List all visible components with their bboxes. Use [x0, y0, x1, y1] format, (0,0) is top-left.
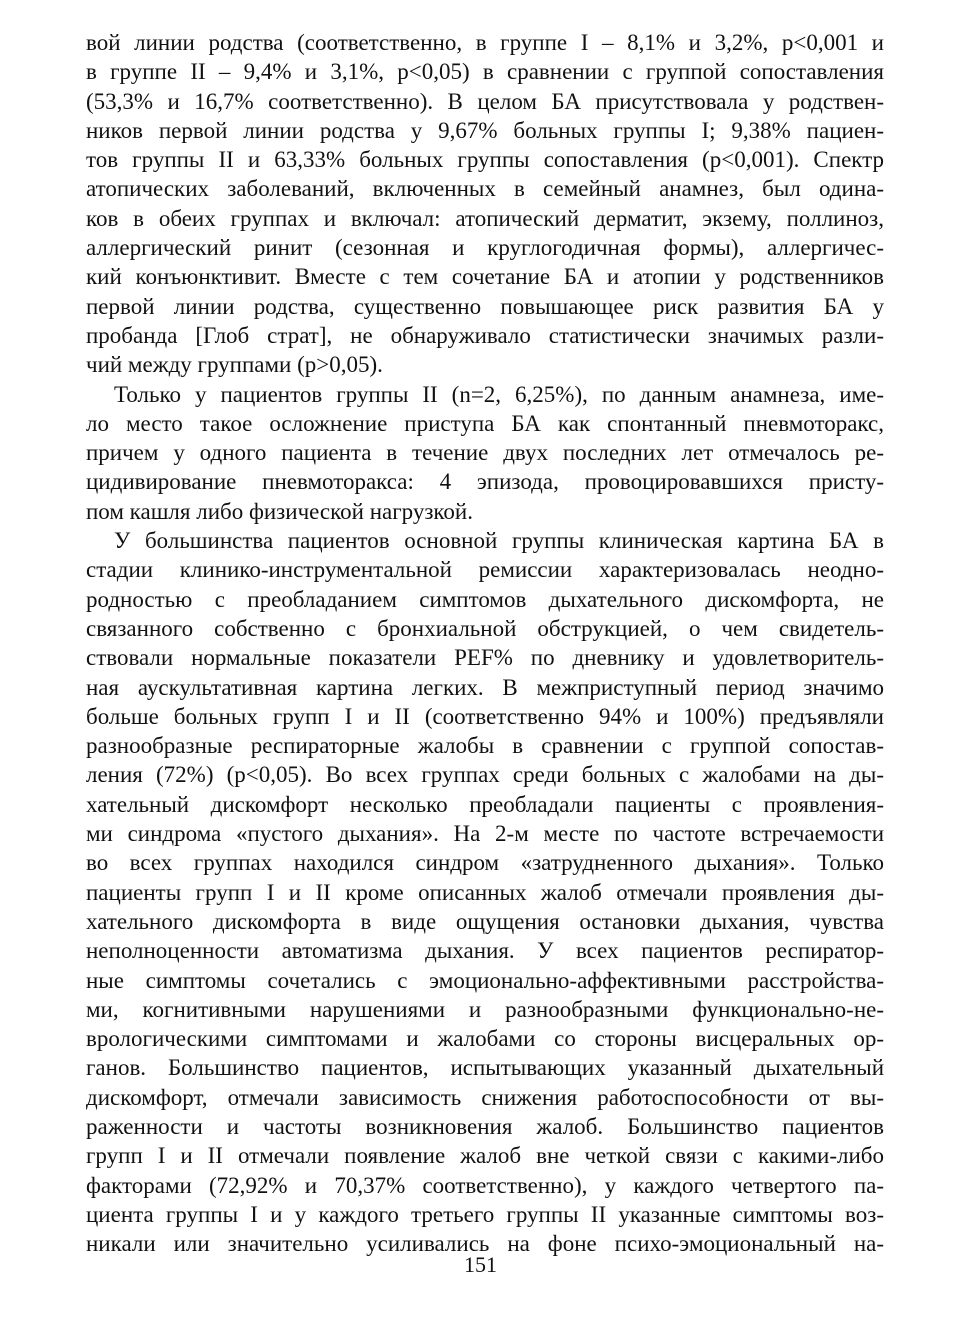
text-line: первой линии родства, существенно повышающее риск развития БА у — [86, 293, 884, 319]
text-line: неполноценности автоматизма дыхания. У всех пациентов респиратор- — [86, 938, 884, 964]
text-line: групп I и II отмечали появление жалоб вне четкой связи с какими-либо — [86, 1143, 884, 1169]
text-line: хательного дискомфорта в виде ощущения остановки дыхания, чувства — [86, 908, 884, 934]
text-line: ная аускультативная картина легких. В межприступный период значимо — [86, 674, 884, 700]
text-line: ления (72%) (p<0,05). Во всех группах среди больных с жалобами на ды- — [86, 762, 884, 788]
text-line: ные симптомы сочетались с эмоционально-аффективными расстройства- — [86, 967, 884, 993]
text-line: во всех группах находился синдром «затрудненного дыхания». Только — [86, 850, 884, 876]
text-line: раженности и частоты возникновения жалоб. Большинство пациентов — [86, 1113, 884, 1139]
text-line: ло место такое осложнение приступа БА как спонтанный пневмоторакс, — [86, 410, 884, 436]
paragraph — [86, 28, 884, 380]
text-line: чий между группами (p>0,05). — [86, 352, 383, 378]
text-line: У большинства пациентов основной группы клиническая картина БА в — [114, 528, 884, 554]
text-line: дискомфорт, отмечали зависимость снижения работоспособности от вы- — [86, 1084, 884, 1110]
text-line: аллергический ринит (сезонная и круглогодичная формы), аллергичес- — [86, 235, 884, 261]
text-line: хательный дискомфорт несколько преобладали пациенты с проявления- — [86, 791, 884, 817]
text-line: ганов. Большинство пациентов, испытывающих указанный дыхательный — [86, 1055, 884, 1081]
text-line: ми синдрома «пустого дыхания». На 2-м месте по частоте встречаемости — [86, 821, 884, 847]
text-line: цидивирование пневмоторакса: 4 эпизода, провоцировавшихся присту- — [86, 469, 884, 495]
paragraph — [86, 526, 884, 1258]
text-line: ников первой линии родства у 9,67% больных группы I; 9,38% пациен- — [86, 117, 884, 143]
text-line: кий конъюнктивит. Вместе с тем сочетание БА и атопии у родственников — [86, 264, 884, 290]
text-line: циента группы I и у каждого третьего группы II указанные симптомы воз- — [86, 1201, 884, 1227]
text-line: тов группы II и 63,33% больных группы сопоставления (p<0,001). Спектр — [86, 147, 884, 173]
text-line: врологическими симптомами и жалобами со стороны висцеральных ор- — [86, 1026, 884, 1052]
text-line: ков в обеих группах и включал: атопический дерматит, экзему, поллиноз, — [86, 205, 884, 231]
text-line: атопических заболеваний, включенных в семейный анамнез, был одина- — [86, 176, 884, 202]
page-number: 151 — [464, 1252, 497, 1277]
text-line: пациенты групп I и II кроме описанных жалоб отмечали проявления ды- — [86, 879, 884, 905]
text-line: родностью с преобладанием симптомов дыхательного дискомфорта, не — [86, 586, 884, 612]
body-text — [86, 28, 884, 1258]
text-line: стадии клинико-инструментальной ремиссии характеризовалась неодно- — [86, 557, 884, 583]
text-line: ми, когнитивными нарушениями и разнообразными функционально-не- — [86, 996, 884, 1022]
text-line: в группе II – 9,4% и 3,1%, p<0,05) в сравнении с группой сопоставления — [86, 59, 884, 85]
text-line: (53,3% и 16,7% соответственно). В целом БА присутствовала у родствен- — [86, 88, 884, 114]
text-line: Только у пациентов группы II (n=2, 6,25%), по данным анамнеза, име- — [114, 381, 884, 407]
text-line: связанного собственно с бронхиальной обструкцией, о чем свидетель- — [86, 615, 884, 641]
text-line: ствовали нормальные показатели PEF% по дневнику и удовлетворитель- — [86, 645, 884, 671]
text-line: факторами (72,92% и 70,37% соответственно), у каждого четвертого па- — [86, 1172, 884, 1198]
paragraph — [86, 380, 884, 526]
text-line: вой линии родства (соответственно, в группе I – 8,1% и 3,2%, p<0,001 и — [86, 30, 884, 55]
text-line: разнообразные респираторные жалобы в сравнении с группой сопостав- — [86, 733, 884, 759]
text-line: пробанда [Глоб страт], не обнаруживало статистически значимых разли- — [86, 322, 884, 348]
text-line: никали или значительно усиливались на фоне психо-эмоциональный на- — [86, 1231, 884, 1257]
text-line: причем у одного пациента в течение двух последних лет отмечалось ре- — [86, 440, 884, 466]
text-line: пом кашля либо физической нагрузкой. — [86, 498, 473, 524]
text-line: больше больных групп I и II (соответственно 94% и 100%) предъявляли — [86, 703, 884, 729]
